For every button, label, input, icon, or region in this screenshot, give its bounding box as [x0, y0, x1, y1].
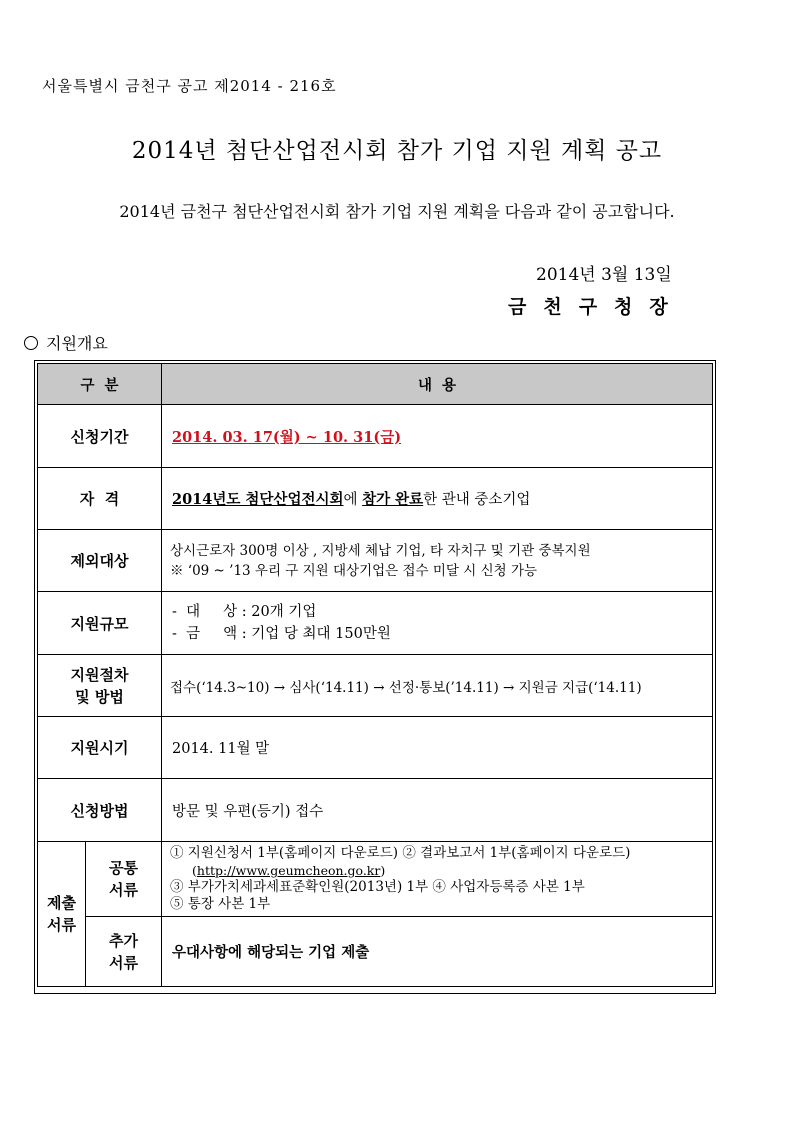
issuer-name: 금천구청장	[508, 296, 685, 318]
table-row	[38, 655, 713, 717]
docs-label-cell	[38, 842, 86, 987]
common-doc-line: ③ 부가가치세과세표준확인원(2013년) 1부 ④ 사업자등록증 사본 1부	[170, 879, 585, 895]
table-row	[38, 717, 713, 779]
common-doc-line: ① 지원신청서 1부(홈페이지 다운로드) ② 결과보고서 1부(홈페이지 다운로드)	[170, 845, 631, 861]
homepage-link[interactable]: http://www.geumcheon.go.kr	[196, 863, 381, 878]
row-label: 공통서류	[109, 859, 138, 899]
qual-emphasis: 2014년도 첨단산업전시회	[172, 491, 344, 508]
section-title: 지원개요	[46, 334, 108, 353]
row-label: 자 격	[38, 468, 162, 530]
qual-emphasis: 참가 완료	[362, 491, 424, 508]
qualification-value	[162, 468, 713, 530]
link-paren: (	[192, 863, 197, 878]
row-label: 지원시기	[38, 717, 162, 779]
document-intro: 2014년 금천구 첨단산업전시회 참가 기업 지원 계획을 다음과 같이 공고합니다.	[119, 202, 675, 221]
extra-docs-label-cell	[86, 917, 162, 987]
extra-docs-value: 우대사항에 해당되는 기업 제출	[162, 917, 713, 987]
announcement-date: 2014년 3월 13일	[536, 265, 672, 285]
procedure-value: 접수(‘14.3~10) → 심사(‘14.11) → 선정·통보(’14.11) → 지원금 지급(‘14.11)	[162, 655, 713, 717]
method-value: 방문 및 우편(등기) 접수	[162, 779, 713, 842]
qual-text: 에	[343, 492, 363, 508]
table-row	[38, 592, 713, 655]
row-label: 및 방법	[75, 687, 124, 706]
row-label: 추가서류	[109, 931, 138, 972]
exclusion-note: ※ ‘09 ~ ’13 우리 구 지원 대상기업은 접수 미달 시 신청 가능	[170, 562, 538, 579]
timing-value: 2014. 11월 말	[162, 717, 713, 779]
table-row	[38, 468, 713, 530]
qual-text: 한 관내 중소기업	[423, 492, 531, 508]
table-header-row	[38, 364, 713, 405]
support-overview-table	[37, 363, 713, 987]
scale-amount: - 금 액 : 기업 당 최대 150만원	[172, 626, 391, 642]
row-label: 제출서류	[47, 894, 76, 934]
exclusion-line: 상시근로자 300명 이상 , 지방세 체납 기업, 타 자치구 및 기관 중복지원	[170, 542, 591, 559]
table-row	[38, 530, 713, 592]
row-label: 지원절차	[70, 665, 129, 684]
scale-target: - 대 상 : 20개 기업	[172, 604, 317, 620]
table-row	[38, 405, 713, 468]
document-title: 2014년 첨단산업전시회 참가 기업 지원 계획 공고	[131, 138, 663, 164]
row-label: 제외대상	[38, 530, 162, 592]
section-heading	[24, 331, 108, 354]
common-doc-line: ⑤ 통장 사본 1부	[170, 896, 271, 912]
row-label: 신청기간	[38, 405, 162, 468]
circle-bullet-icon	[24, 336, 38, 350]
header-content: 내 용	[162, 364, 713, 405]
link-paren: )	[380, 863, 386, 878]
row-label: 신청방법	[38, 779, 162, 842]
row-label: 지원규모	[38, 592, 162, 655]
common-docs-label-cell	[86, 842, 162, 917]
notice-number: 서울특별시 금천구 공고 제2014 - 216호	[42, 77, 337, 95]
table-row	[38, 917, 713, 987]
table-row	[38, 779, 713, 842]
header-category: 구 분	[38, 364, 162, 405]
table-row	[38, 842, 713, 917]
period-value: 2014. 03. 17(월) ~ 10. 31(금)	[172, 428, 402, 446]
homepage-link-line	[170, 862, 712, 879]
